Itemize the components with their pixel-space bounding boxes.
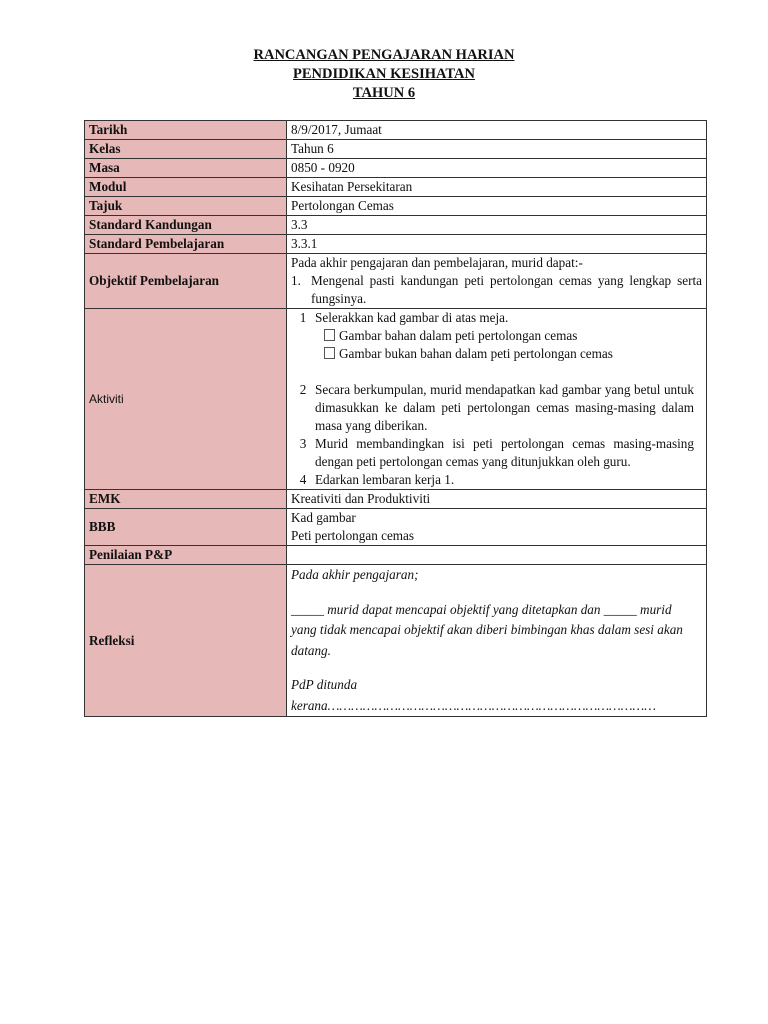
aktiviti-item (291, 435, 702, 471)
refleksi-intro: Pada akhir pengajaran; (291, 567, 419, 582)
objektif-intro: Pada akhir pengajaran dan pembelajaran, murid dapat:- (291, 255, 583, 270)
aktiviti-subitem (291, 327, 702, 345)
label-aktiviti: Aktiviti (85, 309, 287, 490)
aktiviti-item-number: 4 (299, 472, 307, 487)
label-penilaian: Penilaian P&P (85, 546, 287, 565)
label-modul: Modul (85, 178, 287, 197)
aktiviti-subitem (291, 345, 702, 363)
aktiviti-item-number: 3 (299, 436, 307, 451)
label-bbb: BBB (85, 509, 287, 546)
spacer (291, 363, 702, 381)
value-aktiviti (287, 309, 707, 490)
header-year: TAHUN 6 (352, 85, 416, 101)
objektif-item (291, 272, 702, 308)
spacer (291, 661, 702, 675)
refleksi-statement: _____ murid dapat mencapai objektif yang ditetapkan dan _____ murid yang tidak mencapai objektif akan diberi bimbingan khas dalam sesi akan datang. (291, 601, 683, 658)
checkbox-icon (324, 347, 335, 359)
header-title: RANCANGAN PENGAJARAN HARIAN (253, 47, 515, 63)
row-aktiviti (85, 309, 707, 490)
row-tarikh (85, 121, 707, 140)
checkbox-icon (324, 329, 335, 341)
aktiviti-item-number: 2 (299, 382, 307, 397)
row-kelas (85, 140, 707, 159)
row-bbb (85, 509, 707, 546)
document-header (0, 46, 768, 103)
value-tarikh: 8/9/2017, Jumaat (287, 121, 707, 140)
row-modul (85, 178, 707, 197)
label-refleksi: Refleksi (85, 565, 287, 717)
row-refleksi (85, 565, 707, 717)
value-bbb (287, 509, 707, 546)
label-kelas: Kelas (85, 140, 287, 159)
value-penilaian (287, 546, 707, 565)
aktiviti-item-text: Selerakkan kad gambar di atas meja. (315, 310, 509, 325)
aktiviti-item-text: Edarkan lembaran kerja 1. (315, 472, 455, 487)
row-penilaian (85, 546, 707, 565)
row-emk (85, 490, 707, 509)
value-tajuk: Pertolongan Cemas (287, 197, 707, 216)
refleksi-postponed: PdP ditunda (291, 677, 358, 692)
header-subject: PENDIDIKAN KESIHATAN (293, 66, 475, 82)
aktiviti-subitem-text: Gambar bahan dalam peti pertolongan cemas (339, 328, 578, 343)
label-objektif: Objektif Pembelajaran (85, 254, 287, 309)
value-modul: Kesihatan Persekitaran (287, 178, 707, 197)
row-objektif (85, 254, 707, 309)
bbb-line: Peti pertolongan cemas (291, 528, 415, 543)
value-emk: Kreativiti dan Produktiviti (287, 490, 707, 509)
value-standard-pembelajaran: 3.3.1 (287, 235, 707, 254)
row-standard-kandungan (85, 216, 707, 235)
aktiviti-item-text: Murid membandingkan isi peti pertolongan cemas masing-masing dengan peti pertolongan cemas yang ditunjukkan oleh guru. (315, 436, 694, 469)
row-masa (85, 159, 707, 178)
label-tajuk: Tajuk (85, 197, 287, 216)
row-tajuk (85, 197, 707, 216)
label-standard-pembelajaran: Standard Pembelajaran (85, 235, 287, 254)
label-tarikh: Tarikh (85, 121, 287, 140)
aktiviti-item-number: 1 (299, 310, 307, 325)
row-standard-pembelajaran (85, 235, 707, 254)
bbb-line: Kad gambar (291, 510, 356, 525)
aktiviti-item (291, 309, 702, 327)
value-refleksi (287, 565, 707, 717)
lesson-plan-table (84, 120, 707, 717)
label-masa: Masa (85, 159, 287, 178)
value-objektif (287, 254, 707, 309)
spacer (291, 586, 702, 600)
aktiviti-item-text: Secara berkumpulan, murid mendapatkan kad gambar yang betul untuk dimasukkan ke dalam peti pertolongan cemas masing-masing dalam masa yang diberikan. (315, 382, 694, 433)
aktiviti-subitem-text: Gambar bukan bahan dalam peti pertolongan cemas (339, 346, 613, 361)
label-standard-kandungan: Standard Kandungan (85, 216, 287, 235)
objektif-item-number: 1. (291, 273, 301, 288)
value-standard-kandungan: 3.3 (287, 216, 707, 235)
objektif-item-text: Mengenal pasti kandungan peti pertolongan cemas yang lengkap serta fungsinya. (311, 273, 702, 306)
refleksi-reason: kerana………………………………………………………………………… (291, 697, 656, 713)
value-kelas: Tahun 6 (287, 140, 707, 159)
aktiviti-item (291, 471, 702, 489)
aktiviti-item (291, 381, 702, 435)
label-emk: EMK (85, 490, 287, 509)
value-masa: 0850 - 0920 (287, 159, 707, 178)
